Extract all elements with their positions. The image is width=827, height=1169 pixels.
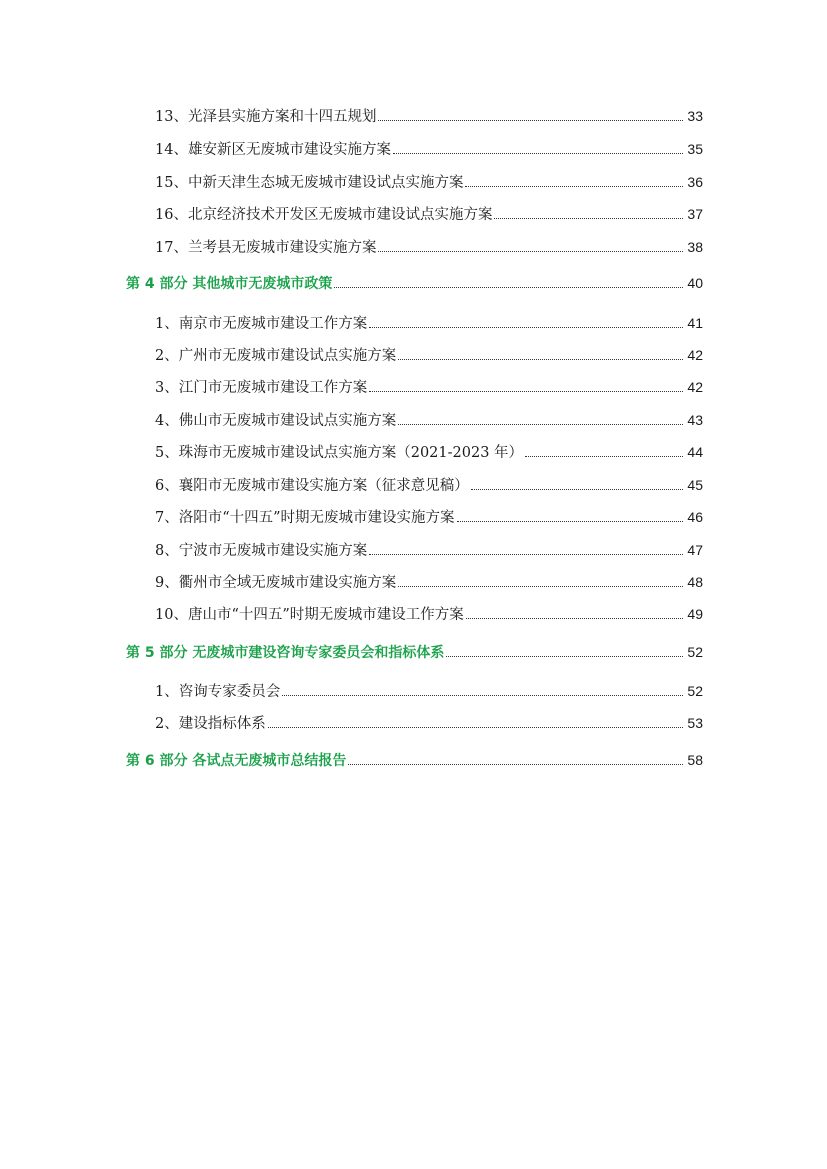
toc-entry[interactable] <box>155 540 703 561</box>
toc-part-page: 40 <box>687 275 703 291</box>
toc-entry[interactable] <box>155 313 703 334</box>
dot-leader <box>465 186 683 187</box>
dot-leader <box>334 287 683 288</box>
toc-entry[interactable] <box>155 713 703 734</box>
toc-entry[interactable] <box>155 604 703 625</box>
toc-part-heading[interactable] <box>126 642 703 663</box>
toc-entry-title: 13、光泽县实施方案和十四五规划 <box>155 109 377 125</box>
toc-entry-page: 45 <box>687 477 703 493</box>
toc-entry-page: 52 <box>687 683 703 699</box>
toc-entry-title: 2、广州市无废城市建设试点实施方案 <box>155 348 397 364</box>
toc-entry-page: 38 <box>687 239 703 255</box>
toc-entry-page: 35 <box>687 141 703 157</box>
dot-leader <box>446 656 683 657</box>
toc-entry-title: 6、襄阳市无废城市建设实施方案（征求意见稿） <box>155 478 469 494</box>
toc-entry-title: 7、洛阳市“十四五”时期无废城市建设实施方案 <box>155 510 455 526</box>
toc-entry-page: 33 <box>687 108 703 124</box>
dot-leader <box>398 586 683 587</box>
toc-entry[interactable] <box>155 681 703 702</box>
toc-entry-title: 8、宁波市无废城市建设实施方案 <box>155 543 368 559</box>
toc-part-heading[interactable] <box>126 273 703 294</box>
toc-entry-page: 49 <box>687 606 703 622</box>
toc-part-heading[interactable] <box>126 750 703 771</box>
toc-entry[interactable] <box>155 139 703 160</box>
dot-leader <box>471 489 684 490</box>
toc-entry-title: 10、唐山市“十四五”时期无废城市建设工作方案 <box>155 607 464 623</box>
toc-entry-page: 36 <box>687 174 703 190</box>
dot-leader <box>369 554 683 555</box>
toc-entry-title: 3、江门市无废城市建设工作方案 <box>155 380 368 396</box>
toc-entry[interactable] <box>155 475 703 496</box>
dot-leader <box>268 727 684 728</box>
toc-entry-page: 53 <box>687 715 703 731</box>
toc-entry-page: 42 <box>687 379 703 395</box>
dot-leader <box>369 391 683 392</box>
toc-entry-page: 48 <box>687 574 703 590</box>
toc-entry-title: 4、佛山市无废城市建设试点实施方案 <box>155 413 397 429</box>
toc-entry-page: 47 <box>687 542 703 558</box>
toc-entry[interactable] <box>155 172 703 193</box>
toc-entry[interactable] <box>155 377 703 398</box>
toc-entry-title: 2、建设指标体系 <box>155 716 266 732</box>
dot-leader <box>457 521 684 522</box>
toc-entry-page: 44 <box>687 444 703 460</box>
toc-entry-title: 9、衢州市全域无废城市建设实施方案 <box>155 575 397 591</box>
toc-entry-title: 14、雄安新区无废城市建设实施方案 <box>155 142 391 158</box>
toc-entry-page: 42 <box>687 347 703 363</box>
toc-entry[interactable] <box>155 442 703 463</box>
toc-entry-page: 41 <box>687 315 703 331</box>
toc-entry-page: 46 <box>687 509 703 525</box>
toc-entry[interactable] <box>155 106 703 127</box>
dot-leader <box>378 251 683 252</box>
dot-leader <box>466 618 684 619</box>
dot-leader <box>348 764 683 765</box>
toc-entry-title: 1、咨询专家委员会 <box>155 684 281 700</box>
dot-leader <box>398 359 683 360</box>
toc-entry-title: 15、中新天津生态城无废城市建设试点实施方案 <box>155 175 464 191</box>
toc-part-page: 52 <box>687 644 703 660</box>
toc-part-title: 第 4 部分 其他城市无废城市政策 <box>126 276 333 292</box>
toc-entry-page: 43 <box>687 412 703 428</box>
dot-leader <box>369 327 683 328</box>
toc-entry-title: 16、北京经济技术开发区无废城市建设试点实施方案 <box>155 207 493 223</box>
toc-entry[interactable] <box>155 345 703 366</box>
toc-part-title: 第 5 部分 无废城市建设咨询专家委员会和指标体系 <box>126 645 445 661</box>
toc-entry[interactable] <box>155 410 703 431</box>
toc-entry[interactable] <box>155 572 703 593</box>
dot-leader <box>525 456 683 457</box>
dot-leader <box>393 153 683 154</box>
toc-part-page: 58 <box>687 752 703 768</box>
dot-leader <box>398 424 683 425</box>
toc-entry-title: 5、珠海市无废城市建设试点实施方案（2021-2023 年） <box>155 445 524 461</box>
toc-entry-title: 1、南京市无废城市建设工作方案 <box>155 316 368 332</box>
toc-entry[interactable] <box>155 204 703 225</box>
toc-part-title: 第 6 部分 各试点无废城市总结报告 <box>126 753 347 769</box>
dot-leader <box>494 218 683 219</box>
dot-leader <box>378 120 683 121</box>
toc-entry[interactable] <box>155 507 703 528</box>
toc-entry-title: 17、兰考县无废城市建设实施方案 <box>155 240 377 256</box>
toc-entry[interactable] <box>155 237 703 258</box>
toc-entry-page: 37 <box>687 206 703 222</box>
dot-leader <box>282 695 683 696</box>
